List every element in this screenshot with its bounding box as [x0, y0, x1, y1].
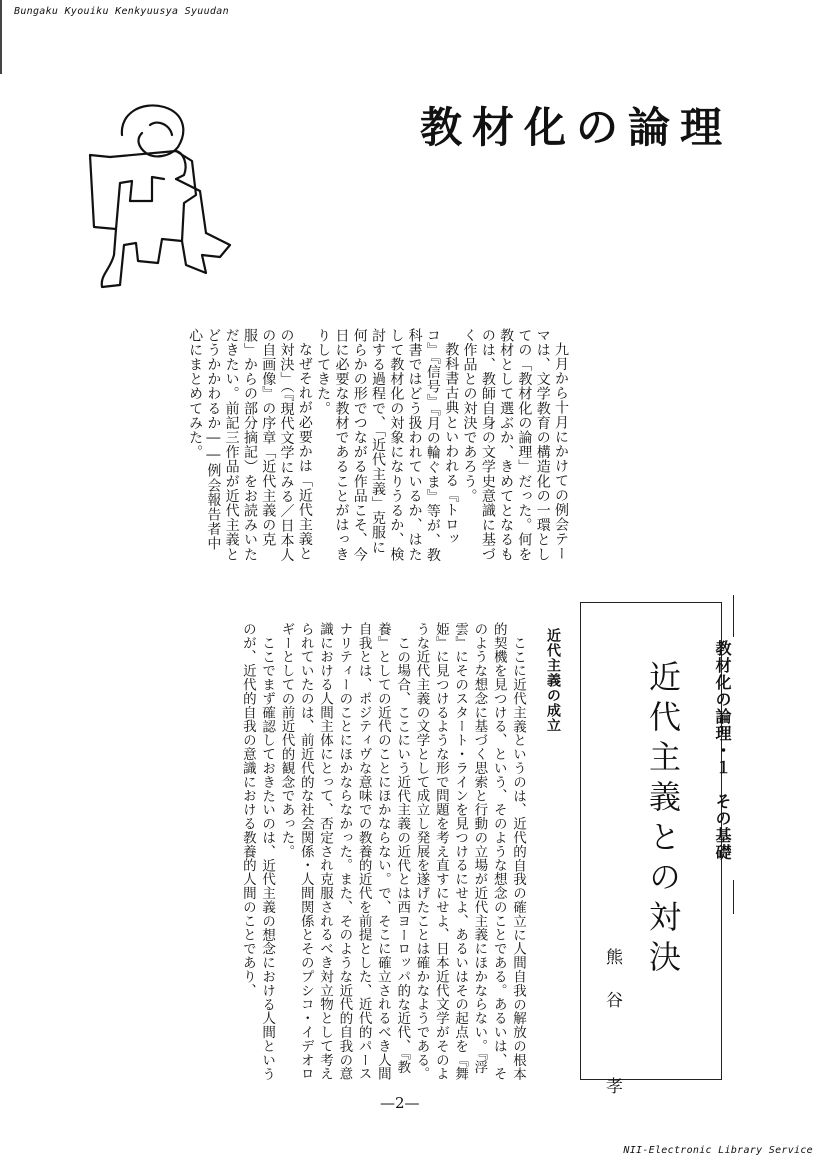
- intro-text: [187, 328, 570, 563]
- footer-service: NII-Electronic Library Service: [623, 1145, 813, 1156]
- body-paragraph: この場合、ここにいう近代主義の近代とは西ヨーロッパ的な近代、『教養』としての近代のことにほかならない。で、そこに確立されるべき人間自我とは、ポジティヴな意味での教養的近代を前提とした、近代的パースナリティーのことにほかならなかった。また、そのような近代的自我の意識における人間主体にとって、否定され克服されるべき対立物として考えられていたのは、前近代的な社会関係・人間関係とそのプシコ・イデオロギーとしての前近代的観念であった。: [278, 622, 411, 1081]
- intro-paragraph: なぜそれが必要かは「近代主義との対決」（『現代文学にみる／日本人の自画像』の序章「近代主義の克服」からの部分摘記）をお読みいただきたい。前記三作品が近代主義とどうかかわるか――例会報告者中心にまとめてみた。: [187, 328, 313, 563]
- intro-paragraph: 九月から十月にかけての例会テーマは、文学教育の構造化の一環としての「教材化の論理」だった。何を教材として選ぶか、きめてとなるものは、教師自身の文学史意識に基づく作品との対決であろう。: [461, 328, 569, 562]
- article-body: [95, 622, 527, 1082]
- page-number: —2—: [380, 1094, 420, 1112]
- article-author: 熊谷 孝: [602, 948, 622, 1120]
- journal-header: Bungaku Kyouiku Kenkyuusya Syuudan: [14, 6, 229, 17]
- series-rule-top: [733, 595, 734, 637]
- body-paragraph: ここでまず確認しておきたいのは、近代主義の想念における人間というのが、近代的自我の意識における教養的人間のことであり、: [239, 622, 276, 1081]
- intro-paragraph: 教科書古典といわれる『トロッコ』『信号』『月の輪ぐま』等が、教科書ではどう扱われているか、はたして教材化の対象になりうるか、検討する過程で、「近代主義」克服に何らかの形でつながる作品こそ、今日に必要な教材であることがはっきりしてきた。: [315, 328, 460, 563]
- body-paragraph: ここに近代主義というのは、近代的自我の確立に人間自我の解放の根本的契機を見つける、という、そのような想念のことである。あるいは、そのような想念に基づく思索と行動の立場が近代主義にほかならない。『浮雲』にそのスタート・ラインを見つけるにせよ、あるいはその起点を『舞姫』に見つけるような形で問題を考え直すにせよ、日本近代文学がそのような近代主義の文学として成立し発展を遂げたことは確かなようである。: [413, 622, 526, 1081]
- section-heading: 近代主義の成立: [545, 628, 561, 733]
- main-title: 教材化の論理: [420, 103, 733, 152]
- page-edge-mark: [0, 0, 2, 74]
- series-rule-bottom: [733, 880, 734, 914]
- thinking-figure-icon: [80, 95, 260, 290]
- article-title: 近代主義との対決: [644, 660, 682, 980]
- series-label: 教材化の論理・１ その基礎: [713, 640, 732, 861]
